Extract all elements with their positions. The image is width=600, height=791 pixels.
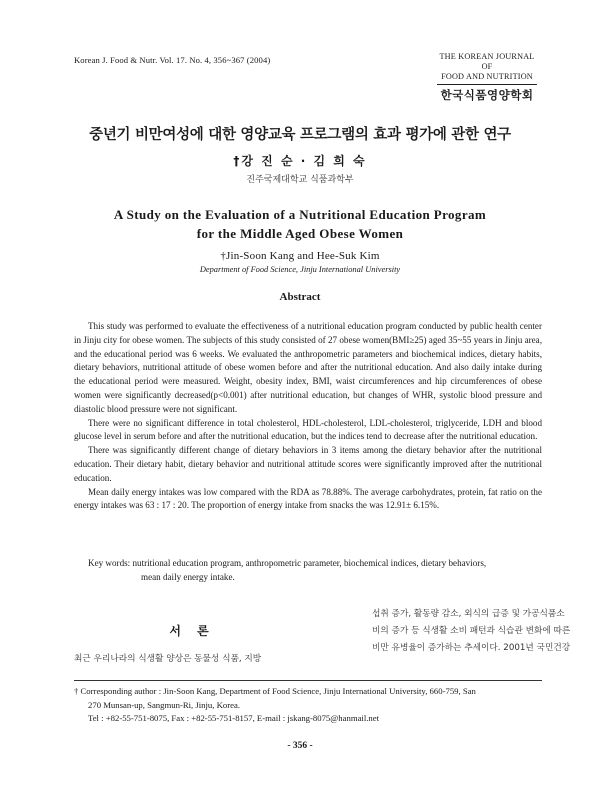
introduction-left-column: 최근 우리나라의 식생활 양상은 동물성 식품, 지방 [74,654,262,664]
journal-name-ko: 한국식품영양학회 [440,88,534,102]
keywords-label: Key words: [88,558,131,568]
abstract-paragraph-4: Mean daily energy intakes was low compared with the RDA as 78.88%. The average carbohydrates, protein, fat ratio on the energy intakes was 63 : 17 : 20. The proportion of energy intake from snacks the was 12.91± 6.15%. [74,486,542,511]
introduction-right-line: 섭취 증가, 활동량 감소, 외식의 급증 및 가공식품소 [372,609,565,619]
abstract-heading: Abstract [279,291,321,303]
journal-logo-divider [437,84,537,85]
paper-title-en [0,205,600,243]
affiliation-ko: 진주국제대학교 식품과학부 [246,175,354,185]
footnote-line1: † Corresponding author : Jin-Soon Kang, Department of Food Science, Jinju International University, 660-759, San [74,686,476,696]
authors-en: †Jin-Soon Kang and Hee-Suk Kim [220,250,380,262]
paper-title-ko: 중년기 비만여성에 대한 영양교육 프로그램의 효과 평가에 관한 연구 [89,127,511,143]
journal-logo-box [437,52,537,103]
abstract-paragraph-1: This study was performed to evaluate the effectiveness of a nutritional education program conducted by public health center in Jinju city for obese women. The subjects of this study consisted of 27 obese women(BMI≥25) aged 35~55 years in Jinju area, and the educational period was 6 weeks. We evaluated the anthropometric parameters and biochemical indices, dietary habits, dietary behaviors, nutritional attitude of obese women before and after the nutritional education. And also daily intake during the educational period were measured. Weight, obesity index, BMI, waist circumferences and hip circumferences of obese women were significantly decreased(p<0.001) after nutritional education, but changes of WHR, systolic blood pressure and diastolic blood pressure were not significant. [74,321,542,414]
paper-title-en-line2: for the Middle Aged Obese Women [196,226,404,241]
abstract-paragraph-3: There was significantly different change of dietary behaviors in 3 items among the dietary behavior after the nutritional education. Their dietary habit, dietary behavior and nutritional attitude scores were significantly improved after the nutritional education. [74,445,542,483]
authors-ko: †강 진 순 · 김 희 숙 [233,154,367,168]
affiliation-en: Department of Food Science, Jinju International University [199,265,401,274]
keywords [88,557,542,585]
footnote-line2: 270 Munsan-up, Sangmun-Ri, Jinju, Korea. [88,699,241,710]
running-head: Korean J. Food & Nutr. Vol. 17. No. 4, 356~367 (2004) [74,55,271,65]
abstract-paragraph-2: There were no significant difference in total cholesterol, HDL-cholesterol, LDL-cholesterol, triglyceride, LDH and blood glucose level in serum before and after the nutritional education, but the indices tend to decrease after the nutritional education. [74,417,542,442]
footnote-divider [74,680,542,681]
keywords-line2: mean daily energy intake. [141,571,235,582]
page-number: - 356 - [287,741,313,751]
introduction-heading: 서 론 [169,624,215,638]
corresponding-author-footnote [74,685,544,726]
journal-name-en-line1: THE KOREAN JOURNAL OF [439,52,535,71]
keywords-line1: nutritional education program, anthropometric parameter, biochemical indices, dietary behaviors, [132,558,487,568]
introduction-right-column [372,606,571,657]
footnote-line3: Tel : +82-55-751-8075, Fax : +82-55-751-8157, E-mail : jskang-8075@hanmail.net [88,713,380,723]
paper-title-en-line1: A Study on the Evaluation of a Nutritional Education Program [113,207,487,222]
introduction-right-line: 비만 유병율이 증가하는 추세이다. 2001년 국민건강 [372,643,571,653]
journal-name-en-line2: FOOD AND NUTRITION [441,72,533,81]
introduction-right-line: 비의 증가 등 식생활 소비 패턴과 식습관 변화에 따른 [372,626,571,636]
abstract-body [74,320,542,513]
